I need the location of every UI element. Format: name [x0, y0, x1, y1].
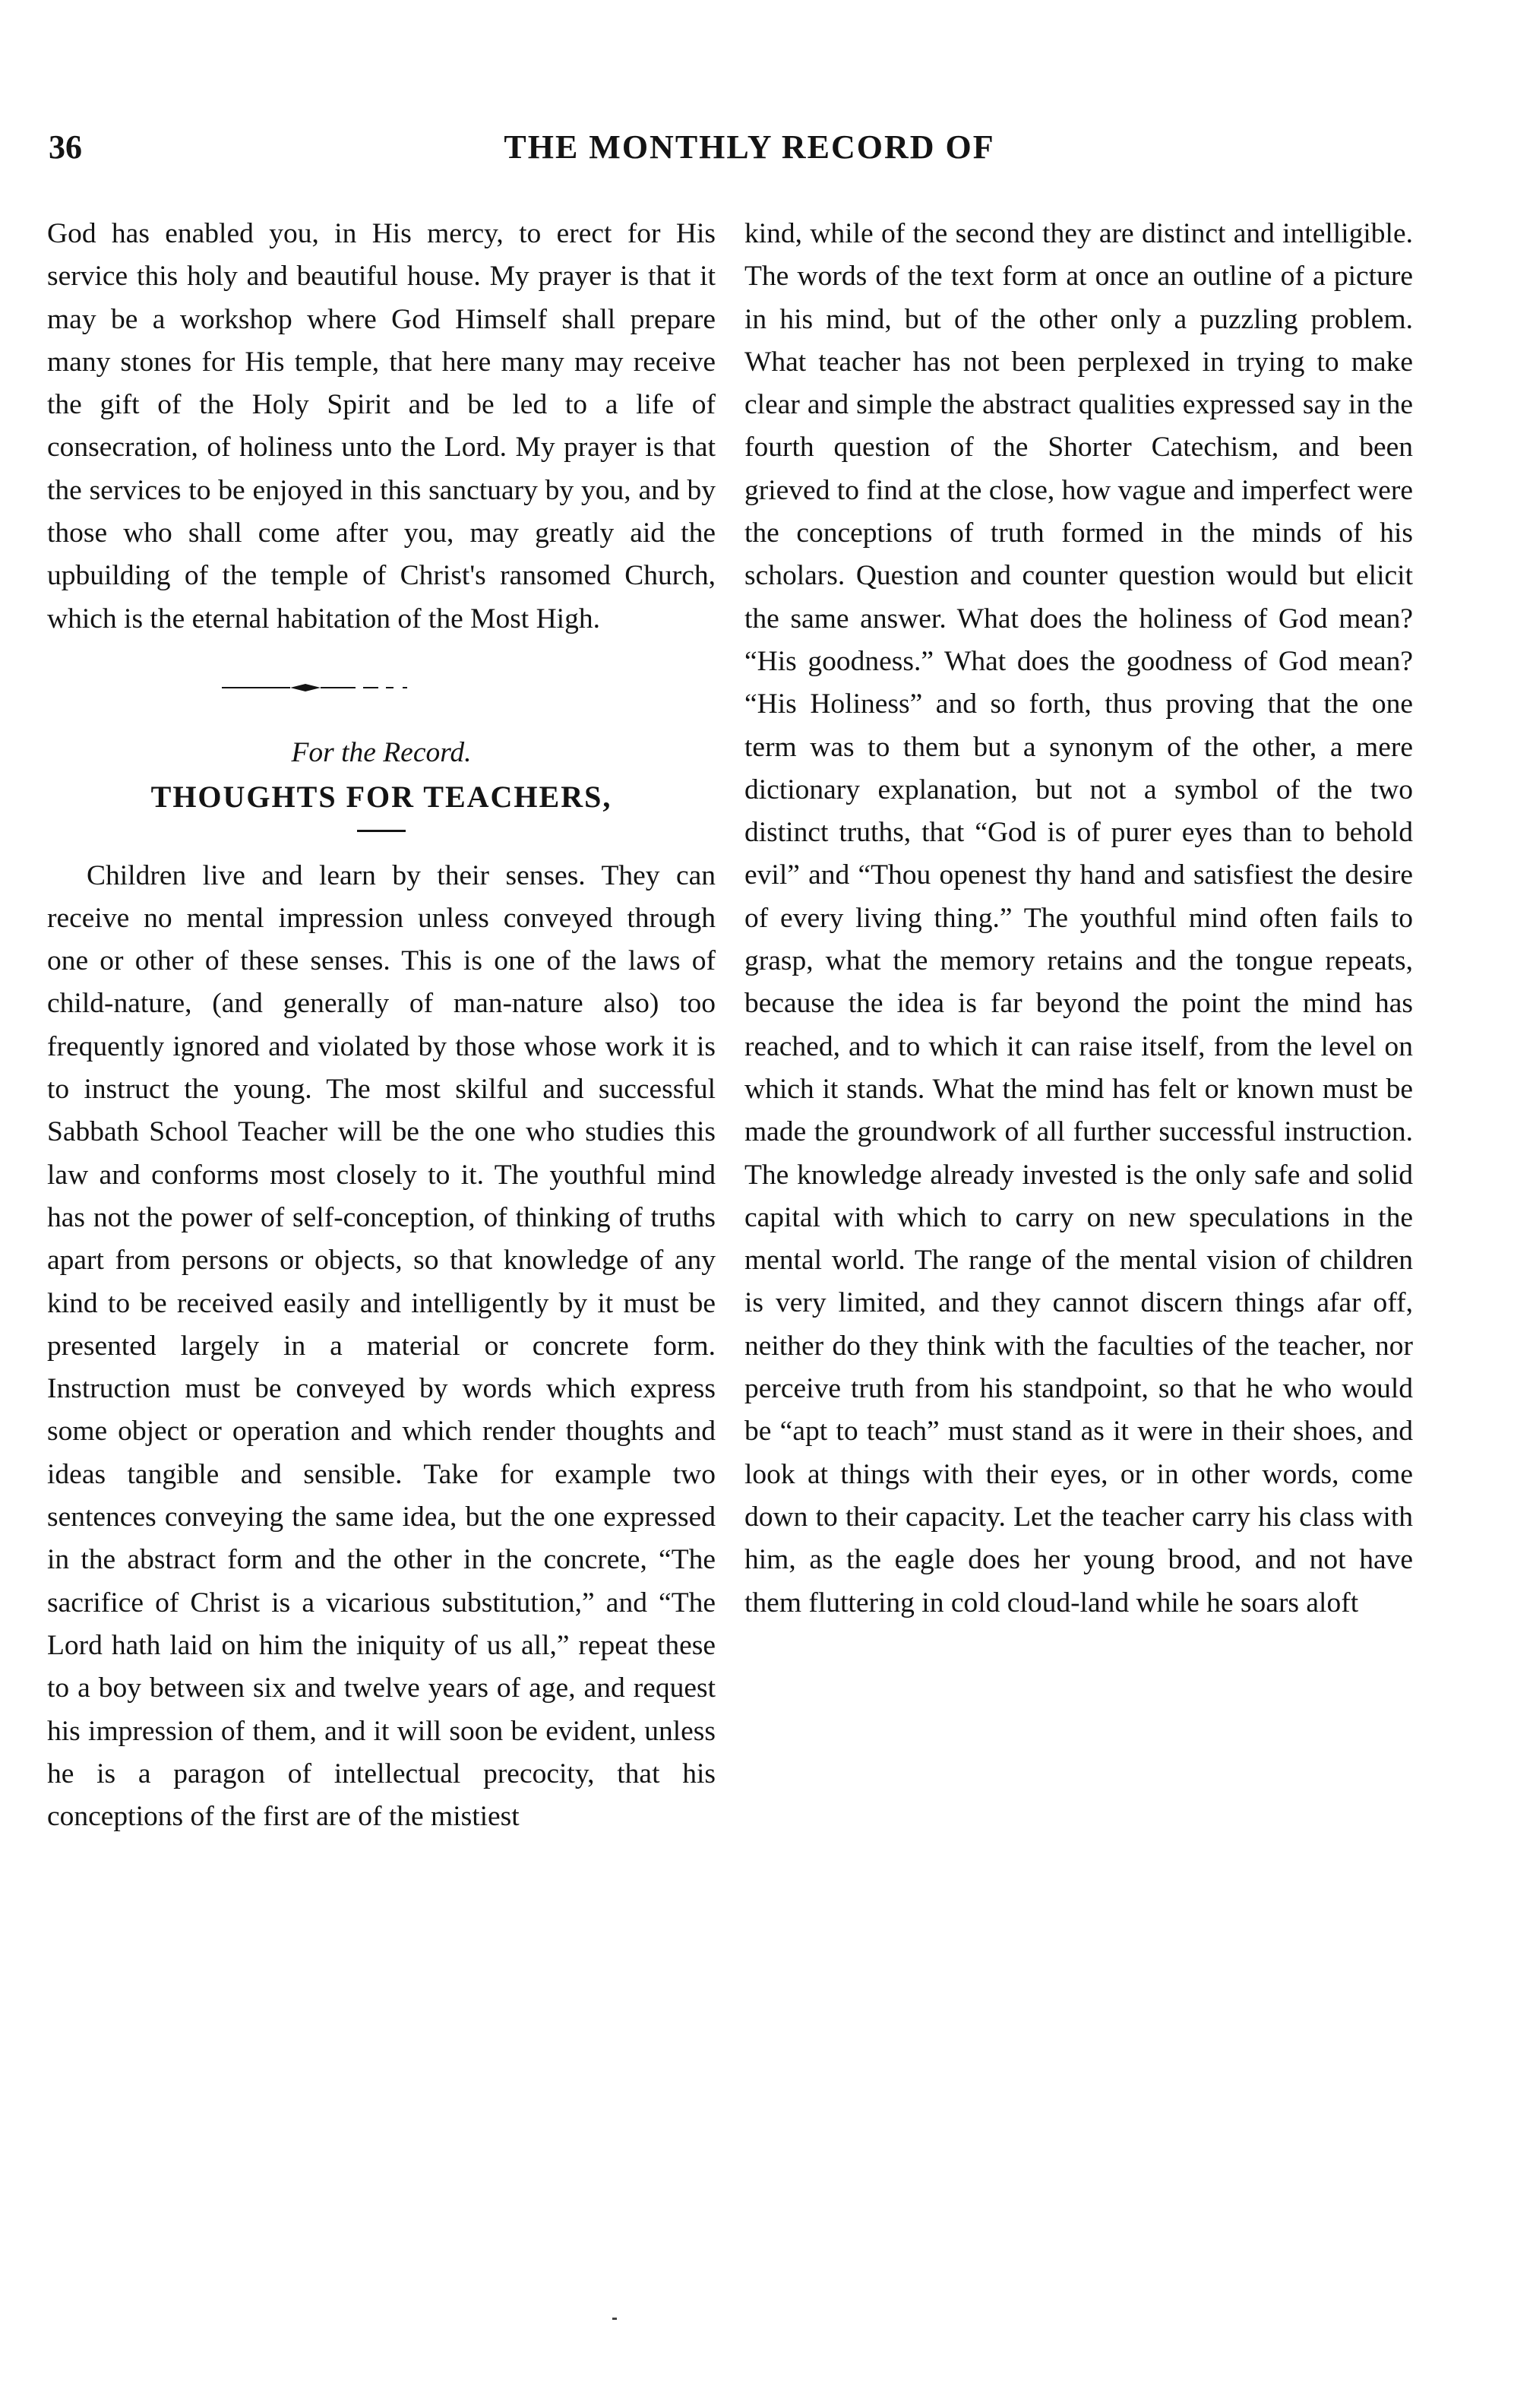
ornament-rule-icon: [222, 683, 419, 692]
page-header: [49, 128, 1450, 181]
left-column: [47, 213, 716, 1838]
article-byline: For the Record.: [291, 736, 472, 768]
section-separator: [47, 666, 716, 709]
article-paragraph: Children live and learn by their senses. They can receive no mental impression unless conveyed through one or other of these senses. This is one of the laws of child-nature, (and generally of man-nature also) too frequently ignored and violated by those whose work it is to instruct the young. The most skilful and successful Sabbath School Teacher will be the one who studies this law and conforms most closely to it. The youthful mind has not the power of self-conception, of thinking of truths apart from persons or objects, so that knowledge of any kind to be received easily and intelligently by it must be presented largely in a material or concrete form. Instruction must be conveyed by words which express some object or operation and which render thoughts and ideas tangible and sensible. Take for example two sentences conveying the same idea, but the one expressed in the abstract form and the other in the concrete, “The sacrifice of Christ is a vicarious substitution,” and “The Lord hath laid on him the iniquity of us all,” repeat these to a boy between six and twelve years of age, and request his impression of them, and it will soon be evident, unless he is a paragon of intellectual precocity, that his conceptions of the first are of the mistiest: [47, 859, 716, 1833]
title-rule: [357, 830, 406, 832]
page-number: 36: [49, 128, 82, 166]
page-mark: [612, 2318, 617, 2320]
continued-paragraph: kind, while of the second they are distinct and intelligible. The words of the text form at once an outline of a picture in his mind, but of the other only a puzzling problem. What teacher has not been perplexed in trying to make clear and simple the abstract qualities expressed say in the fourth question of the Shorter Catechism, and been grieved to find at the close, how vague and imperfect were the conceptions of truth formed in the minds of his scholars. Question and counter question would but elicit the same answer. What does the holiness of God mean? “His goodness.” What does the goodness of God mean? “His Holiness” and so forth, thus proving that the one term was to them but a synonym of the other, a mere dictionary explanation, but not a symbol of the two distinct truths, that “God is of purer eyes than to behold evil” and “Thou openest thy hand and satisfiest the desire of every living thing.” The youthful mind often fails to grasp, what the memory retains and the tongue repeats, because the idea is far beyond the point the mind has reached, and to which it can raise itself, from the level on which it stands. What the mind has felt or known must be made the groundwork of all further successful instruction. The knowledge already invested is the only safe and solid capital with which to carry on new speculations in the mental world. The range of the mental vision of children is very limited, and they cannot discern things afar off, neither do they think with the faculties of the teacher, nor perceive truth from his standpoint, so that he who would be “apt to teach” must stand as it were in their shoes, and look at things with their eyes, or in other words, come down to their capacity. Let the teacher carry his class with him, as the eagle does her young brood, and not have them fluttering in cold cloud-land while he soars aloft: [744, 218, 1413, 1619]
article-title: THOUGHTS FOR TEACHERS,: [150, 780, 612, 815]
running-title: THE MONTHLY RECORD OF: [504, 128, 995, 166]
opening-paragraph: God has enabled you, in His mercy, to erect for His service this holy and beautiful house. My prayer is that it may be a workshop where God Himself shall prepare many stones for His temple, that here many may receive the gift of the Holy Spirit and be led to a life of consecration, of holiness unto the Lord. My prayer is that the services to be enjoyed in this sanctuary by you, and by those who shall come after you, may greatly aid the upbuilding of the temple of Christ's ransomed Church, which is the eternal habitation of the Most High.: [47, 218, 716, 634]
right-column: [744, 213, 1413, 1625]
